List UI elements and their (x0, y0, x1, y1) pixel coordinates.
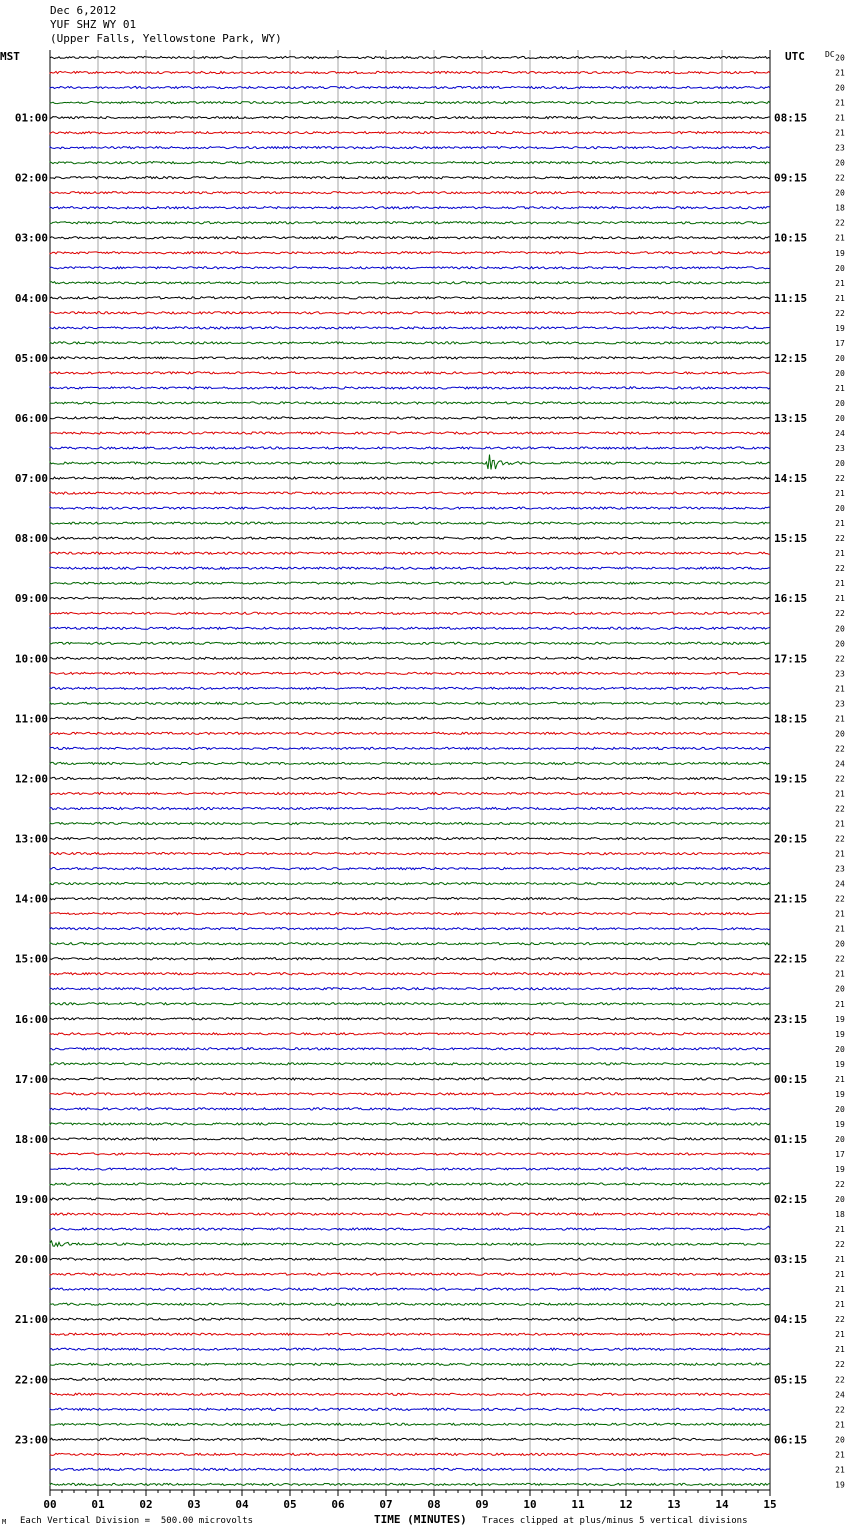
trace-row-74 (50, 1168, 770, 1170)
dc-offset-value: 22 (835, 744, 845, 754)
station-location: (Upper Falls, Yellowstone Park, WY) (50, 32, 282, 45)
trace-row-9 (50, 192, 770, 194)
trace-row-25 (50, 432, 770, 434)
trace-row-16 (50, 297, 770, 299)
right-hour-label: 09:15 (774, 171, 808, 185)
right-timezone-label: UTC (785, 50, 805, 63)
dc-offset-value: 20 (835, 939, 845, 949)
trace-row-11 (50, 222, 770, 224)
dc-offset-value: 22 (835, 774, 845, 784)
dc-offset-value: 22 (835, 1240, 845, 1250)
trace-row-1 (50, 71, 770, 73)
dc-offset-value: 21 (835, 1270, 845, 1280)
trace-row-38 (50, 627, 770, 629)
trace-row-3 (50, 102, 770, 104)
dc-offset-value: 21 (835, 1285, 845, 1295)
dc-offset-value: 21 (835, 849, 845, 859)
trace-row-48 (50, 777, 770, 779)
trace-row-37 (50, 612, 770, 614)
dc-offset-value: 23 (835, 699, 845, 709)
dc-offset-value: 22 (835, 218, 845, 228)
dc-offset-value: 22 (835, 894, 845, 904)
right-hour-label: 18:15 (774, 712, 808, 726)
trace-row-55 (50, 883, 770, 885)
dc-offset-value: 20 (835, 639, 845, 649)
trace-row-57 (50, 913, 770, 915)
trace-row-50 (50, 807, 770, 809)
dc-offset-value: 20 (835, 1104, 845, 1114)
dc-offset-value: 22 (835, 609, 845, 619)
trace-row-81 (50, 1273, 770, 1275)
right-hour-label: 05:15 (774, 1373, 808, 1387)
dc-offset-value: 21 (835, 1225, 845, 1235)
dc-offset-value: 21 (835, 909, 845, 919)
trace-row-67 (50, 1063, 770, 1065)
dc-offset-value: 24 (835, 879, 845, 889)
trace-row-82 (50, 1288, 770, 1290)
trace-row-61 (50, 973, 770, 975)
right-hour-label: 02:15 (774, 1193, 808, 1207)
trace-row-42 (50, 687, 770, 689)
trace-row-83 (50, 1303, 770, 1305)
x-tick-label: 09 (475, 1498, 489, 1511)
trace-row-80 (50, 1258, 770, 1260)
x-tick-label: 05 (283, 1498, 297, 1511)
trace-row-70 (50, 1108, 770, 1110)
right-hour-label: 08:15 (774, 111, 808, 125)
trace-row-86 (50, 1348, 770, 1350)
dc-offset-value: 22 (835, 173, 845, 183)
trace-row-7 (50, 162, 770, 164)
dc-offset-value: 20 (835, 624, 845, 634)
right-hour-label: 01:15 (774, 1132, 808, 1146)
dc-offset-value: 22 (835, 804, 845, 814)
right-hour-label: 14:15 (774, 472, 808, 486)
corner-mark: M (2, 1518, 7, 1526)
dc-offset-value: 18 (835, 203, 845, 213)
dc-offset-value: 20 (835, 413, 845, 423)
dc-offset-value: 21 (835, 278, 845, 288)
dc-offset-value: 21 (835, 999, 845, 1009)
right-hour-label: 22:15 (774, 952, 808, 966)
trace-row-17 (50, 312, 770, 314)
trace-row-28 (50, 477, 770, 479)
x-tick-label: 12 (619, 1498, 633, 1511)
dc-offset-value: 19 (835, 323, 845, 333)
trace-row-43 (50, 702, 770, 704)
x-tick-label: 11 (571, 1498, 585, 1511)
left-hour-label: 04:00 (14, 291, 48, 305)
left-hour-label: 15:00 (14, 952, 48, 966)
trace-row-45 (50, 732, 770, 734)
dc-offset-value: 20 (835, 1134, 845, 1144)
trace-row-33 (50, 552, 770, 554)
dc-offset-value: 19 (835, 1029, 845, 1039)
dc-offset-value: 20 (835, 1044, 845, 1054)
trace-row-58 (50, 928, 770, 930)
trace-row-63 (50, 1003, 770, 1005)
trace-row-72 (50, 1138, 770, 1140)
dc-offset-value: 22 (835, 564, 845, 574)
trace-row-68 (50, 1078, 770, 1080)
trace-row-93 (50, 1453, 770, 1455)
trace-row-60 (50, 958, 770, 960)
dc-offset-value: 20 (835, 188, 845, 198)
dc-offset-value: 20 (835, 83, 845, 93)
dc-offset-value: 23 (835, 864, 845, 874)
trace-row-73 (50, 1153, 770, 1155)
dc-offset-value: 24 (835, 759, 845, 769)
left-hour-label: 06:00 (14, 411, 48, 425)
dc-offset-value: 20 (835, 263, 845, 273)
dc-offset-value: 19 (835, 248, 845, 258)
dc-offset-value: 20 (835, 459, 845, 469)
trace-row-44 (50, 717, 770, 719)
dc-offset-value: 21 (835, 489, 845, 499)
dc-offset-value: 21 (835, 293, 845, 303)
left-hour-label: 09:00 (14, 592, 48, 606)
dc-offset-value: 23 (835, 669, 845, 679)
dc-offset-value: 21 (835, 1255, 845, 1265)
dc-offset-value: 24 (835, 429, 845, 438)
trace-row-39 (50, 642, 770, 644)
left-hour-label: 05:00 (14, 351, 48, 365)
dc-offset-value: 22 (835, 1360, 845, 1370)
dc-offset-value: 20 (835, 158, 845, 168)
x-tick-label: 04 (235, 1498, 249, 1511)
trace-row-30 (50, 507, 770, 509)
dc-offset-value: 21 (835, 789, 845, 799)
trace-row-59 (50, 943, 770, 945)
trace-row-75 (50, 1183, 770, 1185)
dc-offset-value: 21 (835, 819, 845, 829)
left-hour-label: 16:00 (14, 1012, 48, 1026)
dc-offset-value: 21 (835, 98, 845, 108)
dc-offset-value: 22 (835, 534, 845, 544)
trace-row-62 (50, 988, 770, 990)
left-hour-label: 07:00 (14, 472, 48, 486)
trace-row-95 (50, 1483, 770, 1485)
trace-row-52 (50, 838, 770, 840)
clip-note: Traces clipped at plus/minus 5 vertical divisions (482, 1516, 748, 1526)
dc-offset-header: DC (825, 50, 835, 59)
x-tick-label: 10 (523, 1498, 537, 1511)
left-hour-label: 21:00 (14, 1313, 48, 1327)
trace-row-49 (50, 792, 770, 794)
trace-row-87 (50, 1363, 770, 1365)
trace-row-12 (50, 237, 770, 239)
dc-offset-value: 21 (835, 68, 845, 78)
dc-offset-value: 22 (835, 308, 845, 318)
trace-row-77 (50, 1213, 770, 1215)
x-tick-label: 00 (43, 1498, 57, 1511)
right-hour-label: 00:15 (774, 1072, 808, 1086)
right-hour-label: 03:15 (774, 1253, 808, 1267)
trace-row-26 (50, 447, 770, 449)
trace-row-22 (50, 387, 770, 389)
dc-offset-value: 21 (835, 579, 845, 589)
x-tick-label: 07 (379, 1498, 393, 1511)
dc-offset-value: 21 (835, 1300, 845, 1310)
dc-offset-value: 21 (835, 128, 845, 138)
trace-row-47 (50, 762, 770, 764)
right-hour-label: 13:15 (774, 411, 808, 425)
left-hour-label: 01:00 (14, 111, 48, 125)
dc-offset-value: 22 (835, 954, 845, 964)
left-hour-label: 17:00 (14, 1072, 48, 1086)
trace-row-6 (50, 147, 770, 149)
right-hour-label: 17:15 (774, 652, 808, 666)
dc-offset-value: 20 (835, 1435, 845, 1445)
trace-row-19 (50, 342, 770, 344)
dc-offset-value: 21 (835, 714, 845, 724)
dc-offset-value: 21 (835, 594, 845, 604)
right-hour-label: 21:15 (774, 892, 808, 906)
right-hour-label: 10:15 (774, 231, 808, 245)
dc-offset-value: 24 (835, 1390, 845, 1400)
dc-offset-value: 20 (835, 353, 845, 363)
x-tick-label: 02 (139, 1498, 153, 1511)
dc-offset-value: 21 (835, 1345, 845, 1355)
trace-row-20 (50, 357, 770, 359)
trace-row-94 (50, 1468, 770, 1470)
x-axis-title: TIME (MINUTES) (374, 1513, 467, 1526)
seismic-traces (50, 56, 770, 1485)
dc-offset-value: 22 (835, 1180, 845, 1189)
record-date: Dec 6,2012 (50, 4, 117, 17)
trace-row-15 (50, 282, 770, 284)
dc-offset-value: 21 (835, 1450, 845, 1460)
trace-row-76 (50, 1198, 770, 1200)
trace-row-46 (50, 747, 770, 749)
trace-row-65 (50, 1033, 770, 1035)
trace-row-34 (50, 567, 770, 569)
dc-offset-value: 20 (835, 984, 845, 994)
dc-offset-value: 22 (835, 1315, 845, 1325)
right-hour-label: 06:15 (774, 1433, 808, 1447)
left-hour-label: 08:00 (14, 532, 48, 546)
trace-row-36 (50, 597, 770, 599)
right-hour-label: 16:15 (774, 592, 808, 606)
x-tick-label: 03 (187, 1498, 201, 1511)
trace-row-51 (50, 822, 770, 824)
trace-row-23 (50, 402, 770, 404)
dc-offset-value: 19 (835, 1089, 845, 1099)
dc-offset-value: 21 (835, 1465, 845, 1475)
left-hour-label: 14:00 (14, 892, 48, 906)
left-timezone-label: MST (0, 50, 20, 63)
dc-offset-value: 19 (835, 1014, 845, 1024)
right-hour-label: 23:15 (774, 1012, 808, 1026)
right-hour-label: 19:15 (774, 772, 808, 786)
left-hour-label: 23:00 (14, 1433, 48, 1447)
dc-offset-value: 20 (835, 1195, 845, 1205)
trace-row-66 (50, 1048, 770, 1050)
dc-offset-value: 17 (835, 1149, 845, 1159)
left-hour-label: 11:00 (14, 712, 48, 726)
dc-offset-value: 21 (835, 684, 845, 694)
trace-row-90 (50, 1408, 770, 1410)
trace-row-84 (50, 1318, 770, 1320)
x-tick-label: 08 (427, 1498, 441, 1511)
dc-offset-value: 21 (835, 969, 845, 979)
x-tick-label: 15 (763, 1498, 777, 1511)
trace-row-5 (50, 132, 770, 134)
trace-row-92 (50, 1438, 770, 1440)
trace-row-29 (50, 492, 770, 494)
dc-offset-value: 21 (835, 1074, 845, 1084)
dc-offset-value: 23 (835, 444, 845, 454)
dc-offset-value: 21 (835, 383, 845, 393)
left-hour-label: 10:00 (14, 652, 48, 666)
trace-row-54 (50, 868, 770, 870)
dc-offset-value: 18 (835, 1210, 845, 1220)
trace-row-69 (50, 1093, 770, 1095)
dc-offset-value: 20 (835, 368, 845, 378)
dc-offset-value: 22 (835, 474, 845, 484)
dc-offset-value: 21 (835, 549, 845, 559)
trace-row-24 (50, 417, 770, 419)
right-hour-label: 15:15 (774, 532, 808, 546)
left-hour-label: 03:00 (14, 231, 48, 245)
dc-offset-value: 19 (835, 1164, 845, 1174)
dc-offset-value: 21 (835, 1330, 845, 1340)
trace-row-78 (50, 1226, 770, 1230)
trace-row-64 (50, 1018, 770, 1020)
trace-row-91 (50, 1423, 770, 1425)
left-hour-label: 20:00 (14, 1253, 48, 1267)
x-tick-label: 14 (715, 1498, 729, 1511)
trace-row-18 (50, 327, 770, 329)
x-tick-label: 13 (667, 1498, 681, 1511)
left-hour-label: 18:00 (14, 1132, 48, 1146)
x-tick-label: 06 (331, 1498, 345, 1511)
trace-row-13 (50, 252, 770, 254)
dc-offset-value: 22 (835, 834, 845, 844)
dc-offset-value: 21 (835, 233, 845, 243)
trace-row-41 (50, 672, 770, 674)
trace-row-2 (50, 86, 770, 88)
trace-row-71 (50, 1123, 770, 1125)
trace-row-35 (50, 582, 770, 584)
right-hour-label: 11:15 (774, 291, 808, 305)
trace-row-14 (50, 267, 770, 269)
trace-row-40 (50, 657, 770, 659)
right-hour-label: 12:15 (774, 351, 808, 365)
station-code: YUF SHZ WY 01 (50, 18, 137, 31)
trace-row-27 (50, 455, 770, 470)
trace-row-32 (50, 537, 770, 539)
left-hour-label: 13:00 (14, 832, 48, 846)
dc-offset-value: 20 (835, 504, 845, 514)
left-hour-label: 19:00 (14, 1193, 48, 1207)
dc-offset-value: 20 (835, 398, 845, 408)
left-hour-label: 22:00 (14, 1373, 48, 1387)
dc-offset-value: 22 (835, 1405, 845, 1415)
dc-offset-value: 21 (835, 924, 845, 934)
trace-row-85 (50, 1333, 770, 1335)
trace-row-88 (50, 1378, 770, 1380)
dc-offset-value: 22 (835, 1375, 845, 1385)
right-hour-label: 04:15 (774, 1313, 808, 1327)
trace-row-79 (50, 1241, 770, 1246)
scale-note: Each Vertical Division = 500.00 microvolts (20, 1516, 253, 1526)
trace-row-89 (50, 1393, 770, 1395)
left-hour-label: 02:00 (14, 171, 48, 185)
trace-row-10 (50, 207, 770, 209)
trace-row-0 (50, 56, 770, 58)
right-hour-label: 20:15 (774, 832, 808, 846)
left-hour-label: 12:00 (14, 772, 48, 786)
dc-offset-value: 19 (835, 1480, 845, 1490)
axis-labels (15, 54, 845, 1512)
dc-offset-value: 21 (835, 1420, 845, 1430)
dc-offset-value: 17 (835, 338, 845, 348)
trace-row-21 (50, 372, 770, 374)
trace-row-56 (50, 898, 770, 900)
dc-offset-value: 20 (835, 729, 845, 739)
trace-row-53 (50, 853, 770, 855)
dc-offset-value: 20 (835, 53, 845, 63)
dc-offset-value: 21 (835, 113, 845, 123)
dc-offset-value: 21 (835, 519, 845, 529)
dc-offset-value: 19 (835, 1119, 845, 1129)
x-tick-label: 01 (91, 1498, 105, 1511)
dc-offset-value: 22 (835, 654, 845, 664)
trace-row-31 (50, 522, 770, 524)
trace-row-8 (50, 177, 770, 179)
dc-offset-value: 19 (835, 1059, 845, 1069)
dc-offset-value: 23 (835, 143, 845, 153)
trace-row-4 (50, 117, 770, 119)
